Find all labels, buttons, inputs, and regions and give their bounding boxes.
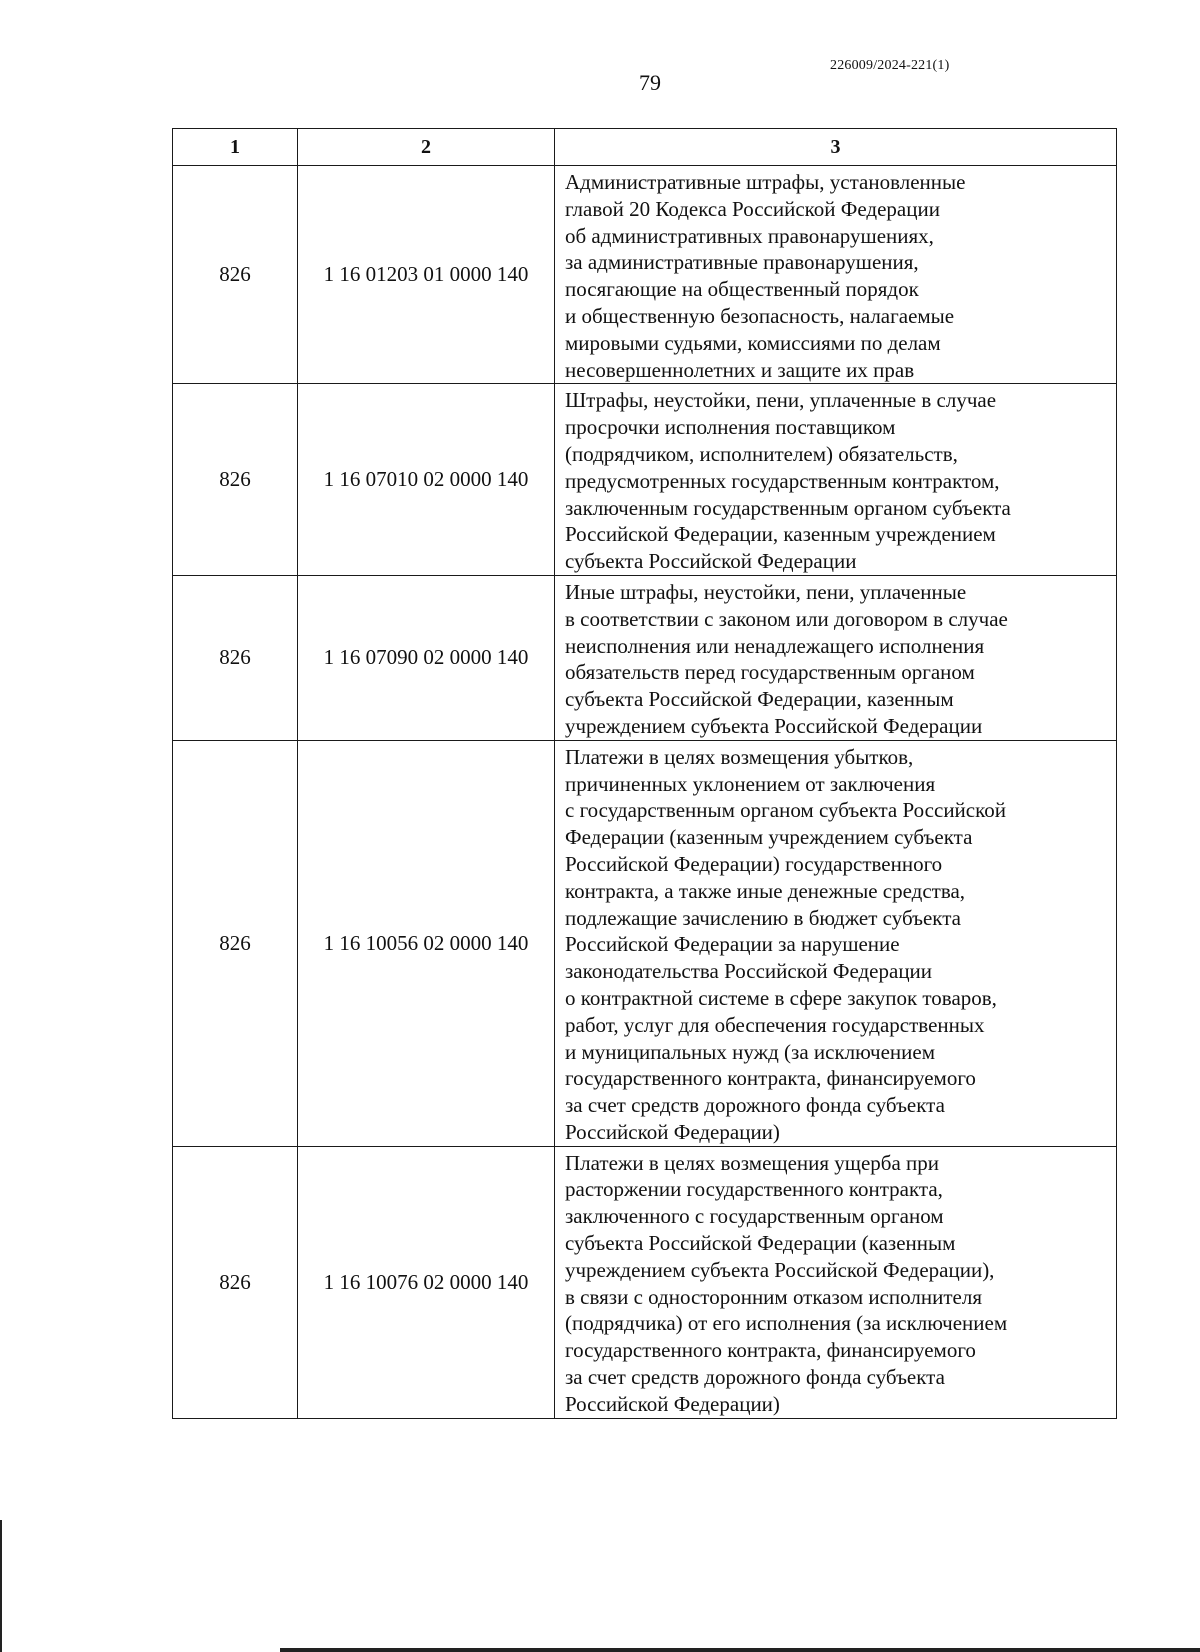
- budget-classification-code-cell: 1 16 01203 01 0000 140: [298, 166, 555, 384]
- description-line: в соответствии с законом или договором в случае: [565, 606, 1008, 631]
- page-number: 79: [639, 70, 661, 95]
- description-line: Российской Федерации, казенным учреждением: [565, 522, 996, 547]
- description-line: и общественную безопасность, налагаемые: [565, 303, 955, 328]
- description-line: Федерации (казенным учреждением субъекта: [565, 825, 973, 850]
- description-line: Штрафы, неустойки, пени, уплаченные в случае: [565, 388, 997, 413]
- description-line: законодательства Российской Федерации: [565, 959, 933, 984]
- description-line: подлежащие зачислению в бюджет субъекта: [565, 905, 961, 930]
- description-line: работ, услуг для обеспечения государственных: [565, 1012, 985, 1037]
- column-header-3: 3: [555, 129, 1117, 166]
- revenue-description-cell: [555, 384, 1117, 576]
- table-row: [173, 384, 1117, 576]
- description-line: заключенным государственным органом субъекта: [565, 495, 1011, 520]
- description-line: в связи с односторонним отказом исполнителя: [565, 1284, 982, 1309]
- description-line: за счет средств дорожного фонда субъекта: [565, 1093, 945, 1118]
- budget-classification-code-cell: 1 16 07010 02 0000 140: [298, 384, 555, 576]
- description-line: субъекта Российской Федерации (казенным: [565, 1231, 956, 1256]
- revenue-codes-table: [172, 128, 1117, 1419]
- description-line: несовершеннолетних и защите их прав: [565, 357, 915, 382]
- scan-bottom-edge: [280, 1648, 1200, 1652]
- description-line: субъекта Российской Федерации: [565, 549, 857, 574]
- description-line: расторжении государственного контракта,: [565, 1177, 943, 1202]
- table-body: [173, 166, 1117, 1419]
- description-line: заключенного с государственным органом: [565, 1204, 944, 1229]
- description-line: обязательств перед государственным органом: [565, 660, 975, 685]
- description-line: Иные штрафы, неустойки, пени, уплаченные: [565, 579, 967, 604]
- column-header-1: 1: [173, 129, 298, 166]
- description-line: главой 20 Кодекса Российской Федерации: [565, 196, 940, 221]
- description-line: Российской Федерации): [565, 1391, 780, 1416]
- description-line: Платежи в целях возмещения убытков,: [565, 744, 914, 769]
- description-line: за административные правонарушения,: [565, 250, 919, 275]
- admin-code-cell: 826: [173, 166, 298, 384]
- revenue-description-cell: [555, 740, 1117, 1146]
- description-line: и муниципальных нужд (за исключением: [565, 1039, 935, 1064]
- description-line: с государственным органом субъекта Российской: [565, 798, 1006, 823]
- description-line: мировыми судьями, комиссиями по делам: [565, 330, 941, 355]
- table-row: [173, 1146, 1117, 1418]
- table-row: [173, 740, 1117, 1146]
- revenue-description-cell: [555, 575, 1117, 740]
- description-line: субъекта Российской Федерации, казенным: [565, 687, 954, 712]
- admin-code-cell: 826: [173, 740, 298, 1146]
- description-line: учреждением субъекта Российской Федерации),: [565, 1257, 995, 1282]
- description-line: причиненных уклонением от заключения: [565, 771, 936, 796]
- table-header-row: [173, 129, 1117, 166]
- table-header: [173, 129, 1117, 166]
- table-row: [173, 575, 1117, 740]
- column-header-2: 2: [298, 129, 555, 166]
- admin-code-cell: 826: [173, 384, 298, 576]
- description-line: Российской Федерации за нарушение: [565, 932, 900, 957]
- description-line: посягающие на общественный порядок: [565, 277, 919, 302]
- description-line: о контрактной системе в сфере закупок товаров,: [565, 985, 997, 1010]
- revenue-description-cell: [555, 166, 1117, 384]
- description-line: (подрядчиком, исполнителем) обязательств,: [565, 441, 958, 466]
- description-line: предусмотренных государственным контрактом,: [565, 468, 1000, 493]
- description-line: просрочки исполнения поставщиком: [565, 415, 896, 440]
- description-line: государственного контракта, финансируемого: [565, 1066, 976, 1091]
- budget-classification-code-cell: 1 16 10056 02 0000 140: [298, 740, 555, 1146]
- description-line: государственного контракта, финансируемого: [565, 1338, 976, 1363]
- budget-classification-code-cell: 1 16 07090 02 0000 140: [298, 575, 555, 740]
- description-line: Российской Федерации): [565, 1119, 780, 1144]
- description-line: за счет средств дорожного фонда субъекта: [565, 1365, 945, 1390]
- budget-classification-code-cell: 1 16 10076 02 0000 140: [298, 1146, 555, 1418]
- description-line: учреждением субъекта Российской Федерации: [565, 713, 983, 738]
- description-line: об административных правонарушениях,: [565, 223, 934, 248]
- description-line: контракта, а также иные денежные средства,: [565, 878, 966, 903]
- description-line: Административные штрафы, установленные: [565, 170, 966, 194]
- document-registration-number: 226009/2024-221(1): [830, 58, 950, 73]
- description-line: Российской Федерации) государственного: [565, 851, 943, 876]
- scan-left-edge: [0, 1520, 2, 1652]
- description-line: (подрядчика) от его исполнения (за исключением: [565, 1311, 1008, 1336]
- description-line: неисполнения или ненадлежащего исполнения: [565, 633, 985, 658]
- table-row: [173, 166, 1117, 384]
- description-line: Платежи в целях возмещения ущерба при: [565, 1150, 940, 1175]
- admin-code-cell: 826: [173, 575, 298, 740]
- revenue-description-cell: [555, 1146, 1117, 1418]
- admin-code-cell: 826: [173, 1146, 298, 1418]
